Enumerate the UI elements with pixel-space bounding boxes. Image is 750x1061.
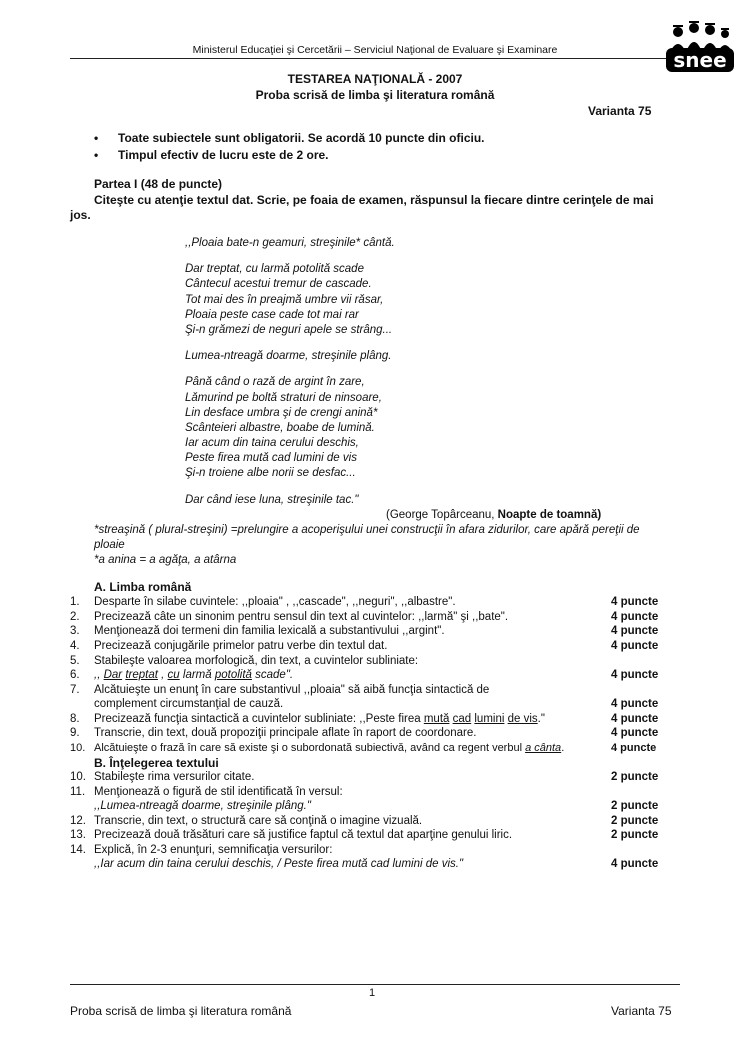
snee-logo	[664, 18, 736, 74]
underlined-word: cu	[167, 669, 180, 681]
poem-stanza	[185, 493, 395, 508]
instruction-item: • Toate subiectele sunt obligatorii. Se acordă 10 puncte din oficiu.	[94, 131, 485, 148]
question-row	[70, 596, 680, 611]
poem-line: Şi-n troiene albe norii se desfac...	[185, 467, 356, 480]
poem-line: Lămurind pe boltă straturi de ninsoare,	[185, 391, 382, 404]
question-number: 12.	[70, 815, 86, 827]
question-number: 10.	[70, 771, 86, 783]
question-text: Alcătuieşte un enunţ în care substantivul ,,ploaia" să aibă funcţia sintactică de	[94, 684, 490, 696]
poem-author: (George Topârceanu,	[386, 509, 498, 521]
question-row	[70, 655, 680, 670]
question-row-cont	[70, 698, 680, 713]
footer-right: Varianta 75	[611, 1004, 672, 1018]
poem-line: ,,Ploaia bate-n geamuri, streşinile* cântă.	[185, 237, 395, 249]
question-number: 3.	[70, 625, 80, 637]
question-points: 4 puncte	[611, 611, 659, 623]
question-row	[70, 611, 680, 626]
page-number: 1	[369, 987, 376, 999]
question-number: 14.	[70, 844, 86, 856]
text-segment: larmă	[179, 669, 215, 681]
page-title: TESTAREA NAŢIONALĂ - 2007	[287, 72, 463, 86]
poem-stanza	[185, 262, 395, 338]
question-row	[70, 640, 680, 655]
section-a-title: A. Limba română	[94, 580, 192, 594]
question-text: Transcrie, din text, două propoziţii principale aflate în raport de coordonare.	[94, 727, 477, 739]
question-text: Transcrie, din text, o structură care să conţină o imagine vizuală.	[94, 815, 423, 827]
text-segment: ,	[157, 669, 168, 681]
poem	[185, 236, 395, 519]
question-number: 9.	[70, 727, 80, 739]
question-points: 2 puncte	[611, 771, 659, 783]
question-text: Precizează conjugările primelor patru verbe din textul dat.	[94, 640, 388, 652]
header-ministry: Ministerul Educaţiei şi Cercetării – Serviciul Naţional de Evaluare şi Examinare	[192, 44, 558, 56]
text-segment: ."	[537, 713, 545, 725]
poem-line: Lin desface umbra şi de crengi anină*	[185, 406, 378, 419]
underlined-word: a cânta	[525, 742, 562, 754]
variant-label: Varianta 75	[588, 104, 652, 118]
poem-stanza	[185, 349, 395, 364]
underlined-word: treptat	[125, 669, 158, 681]
question-text: ,,Iar acum din taina cerului deschis, / Peste firea mută cad lumini de vis."	[94, 858, 464, 870]
question-row	[70, 684, 680, 699]
underlined-word: lumini	[474, 713, 505, 725]
question-row	[70, 713, 680, 728]
instructions-list	[94, 131, 485, 165]
task-line-2: jos.	[70, 208, 91, 222]
poem-line: Tot mai des în preajmă umbre vii răsar,	[185, 293, 384, 306]
question-points: 4 puncte	[611, 742, 657, 754]
question-number: 2.	[70, 611, 80, 623]
question-row	[70, 815, 680, 830]
question-number: 8.	[70, 713, 80, 725]
question-text: Stabileşte valoarea morfologică, din text, a cuvintelor subliniate:	[94, 655, 419, 667]
question-points: 2 puncte	[611, 815, 659, 827]
question-text: Desparte în silabe cuvintele: ,,ploaia" , ,,cascade", ,,neguri", ,,albastre".	[94, 596, 456, 608]
question-row	[70, 742, 680, 757]
question-number: 13.	[70, 829, 86, 841]
question-text: Precizează două trăsături care să justifice faptul că textul dat aparţine genului liric.	[94, 829, 513, 841]
question-row-cont	[70, 800, 680, 815]
poem-line: Scânteieri albastre, boabe de lumină.	[185, 421, 375, 434]
glossary-note-2: *a anina = a agăţa, a atârna	[94, 554, 237, 566]
question-points: 4 puncte	[611, 669, 659, 681]
poem-attribution	[386, 509, 601, 521]
poem-line: Lumea-ntreagă doarme, streşinile plâng.	[185, 350, 392, 363]
underlined-word: cad	[452, 713, 472, 725]
question-points: 4 puncte	[611, 596, 659, 608]
poem-line: Dar când iese luna, streşinile tac."	[185, 493, 359, 506]
poem-line: Până când o rază de argint în zare,	[185, 376, 365, 389]
question-text: complement circumstanţial de cauză.	[94, 698, 284, 710]
underlined-word: mută	[423, 713, 450, 725]
question-points: 2 puncte	[611, 800, 659, 812]
question-points: 2 puncte	[611, 829, 659, 841]
question-row	[70, 786, 680, 801]
question-number: 1.	[70, 596, 80, 608]
question-row	[70, 625, 680, 640]
question-text: ,,Lumea-ntreagă doarme, streşinile plâng."	[94, 800, 311, 812]
question-points: 4 puncte	[611, 858, 659, 870]
text-segment: ,,	[94, 669, 104, 681]
instruction-item: • Timpul efectiv de lucru este de 2 ore.	[94, 148, 485, 165]
glossary-note-1: *streaşină ( plural-streşini) =prelungire a acoperişului unei construcţii în afara zidurilor, care apără pereţii de	[94, 524, 640, 536]
question-points: 4 puncte	[611, 625, 659, 637]
question-number: 6.	[70, 669, 80, 681]
underlined-word: potolită	[214, 669, 252, 681]
question-points: 4 puncte	[611, 640, 659, 652]
question-number: 10.	[70, 742, 86, 754]
poem-line: Iar acum din taina cerului deschis,	[185, 437, 359, 450]
question-row	[70, 771, 680, 786]
question-text	[94, 742, 564, 754]
section-b-title: B. Înţelegerea textului	[94, 756, 219, 770]
poem-line: Dar treptat, cu larmă potolită scade	[185, 263, 364, 276]
header-divider	[70, 58, 680, 59]
poem-stanza	[185, 375, 395, 481]
logo-text: snee	[673, 48, 727, 72]
question-number: 5.	[70, 655, 80, 667]
question-text	[94, 713, 545, 725]
poem-work-title: Noapte de toamnă)	[497, 509, 602, 521]
text-segment: scade".	[251, 669, 294, 681]
question-row	[70, 669, 680, 684]
question-row	[70, 727, 680, 742]
question-text: Stabileşte rima versurilor citate.	[94, 771, 255, 783]
question-row	[70, 829, 680, 844]
footer-divider	[70, 984, 680, 985]
underlined-word: Dar	[103, 669, 123, 681]
question-points: 4 puncte	[611, 713, 659, 725]
question-text	[94, 669, 293, 681]
question-text: Explică, în 2-3 enunţuri, semnificaţia versurilor:	[94, 844, 333, 856]
poem-line: Şi-n grămezi de neguri apele se strâng...	[185, 323, 393, 336]
poem-stanza	[185, 236, 395, 251]
question-number: 11.	[70, 786, 86, 798]
task-line-1: Citeşte cu atenţie textul dat. Scrie, pe foaia de examen, răspunsul la fiecare dintre cerinţele de mai	[94, 193, 654, 207]
question-row-cont	[70, 858, 680, 873]
text-segment: .	[561, 742, 565, 754]
text-segment: Precizează funcţia sintactică a cuvintelor subliniate: ,,Peste firea	[94, 713, 424, 725]
question-number: 7.	[70, 684, 80, 696]
question-points: 4 puncte	[611, 727, 659, 739]
text-segment: Alcătuieşte o frază în care să existe şi o subordonată subiectivă, având ca regent verbul	[94, 742, 526, 754]
part-title: Partea I (48 de puncte)	[94, 177, 223, 191]
question-text: Precizează câte un sinonim pentru sensul din text al cuvintelor: ,,larmă" şi ,,bate".	[94, 611, 509, 623]
underlined-word: de vis	[507, 713, 538, 725]
question-text: Menţionează doi termeni din familia lexicală a substantivului ,,argint".	[94, 625, 445, 637]
poem-line: Cântecul acestui tremur de cascade.	[185, 278, 372, 291]
question-points: 4 puncte	[611, 698, 659, 710]
poem-line: Ploaia peste case cade tot mai rar	[185, 308, 359, 321]
glossary-note-1-cont: ploaie	[94, 539, 125, 551]
question-row	[70, 844, 680, 859]
footer-left: Proba scrisă de limba şi literatura română	[70, 1004, 292, 1018]
question-text: Menţionează o figură de stil identificată în versul:	[94, 786, 343, 798]
question-number: 4.	[70, 640, 80, 652]
poem-line: Peste firea mută cad lumini de vis	[185, 452, 357, 465]
page-subtitle: Proba scrisă de limba şi literatura română	[255, 88, 495, 102]
